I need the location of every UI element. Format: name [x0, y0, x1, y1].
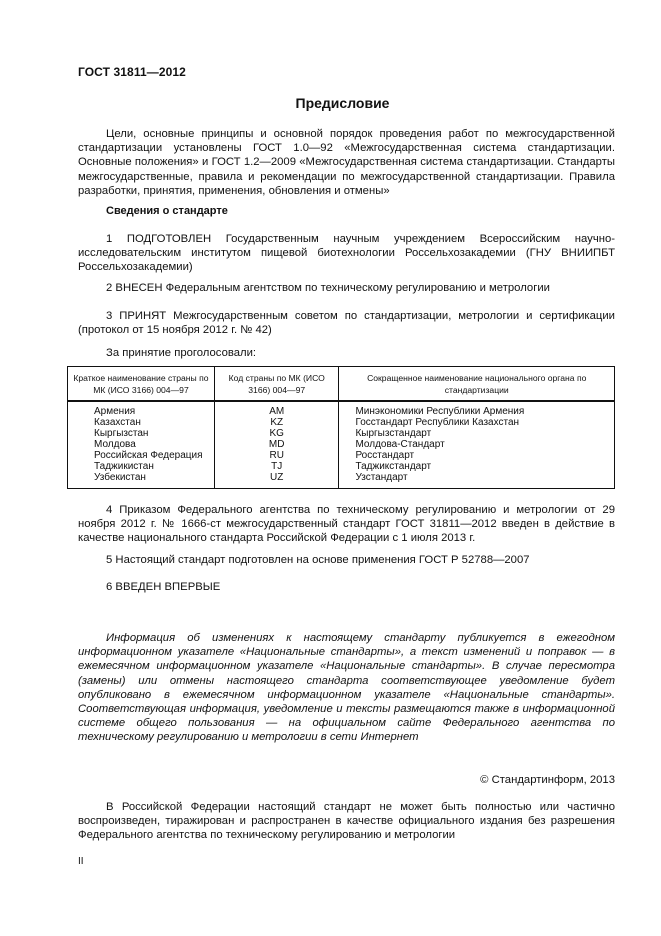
country-cell: Таджикистан — [68, 461, 215, 472]
document-id: ГОСТ 31811—2012 — [78, 65, 186, 79]
table-row — [68, 417, 615, 428]
copyright: © Стандартинформ, 2013 — [480, 774, 615, 786]
country-cell: Кыргызстан — [68, 428, 215, 439]
about-item-text: 4 Приказом Федерального агентства по техническому регулированию и метрологии от 29 ноября 2012 г. № 1666-ст межгосударственный стандарт ГОСТ 31811—2012 введен в действие в качестве национального стандарта Российской Федерации с 1 июля 2013 г. — [78, 504, 615, 545]
table-header-row — [68, 367, 615, 402]
country-cell: Армения — [68, 401, 215, 417]
about-item-2 — [78, 281, 615, 295]
country-cell: Казахстан — [68, 417, 215, 428]
page-title: Предисловие — [295, 95, 390, 111]
country-cell: Российская Федерация — [68, 450, 215, 461]
code-cell: UZ — [214, 472, 339, 489]
notice-paragraph — [78, 631, 615, 745]
about-item-3 — [78, 309, 615, 337]
code-cell: KZ — [214, 417, 339, 428]
body-cell: Госстандарт Республики Казахстан — [339, 417, 615, 428]
about-item-text: 3 ПРИНЯТ Межгосударственным советом по стандартизации, метрологии и сертификации (протокол от 15 ноября 2012 г. № 42) — [78, 310, 615, 337]
country-cell: Узбекистан — [68, 472, 215, 489]
table-row — [68, 401, 615, 417]
about-item-6 — [78, 580, 615, 594]
about-item-4 — [78, 503, 615, 546]
notice-text: Информация об изменениях к настоящему стандарту публикуется в ежегодном информационном указателе «Национальные стандарты», а текст изменений и поправок — в ежемесячном информационном указателе «Национальные стандарты». В случае пересмотра (замены) или отмены настоящего стандарта соответствующее уведомление будет опубликовано в ежемесячном информационном указателе «Национальные стандарты». Соответствующая информация, уведомление и тексты размещаются также в информационной системе общего пользования — на официальном сайте Федерального агентства по техническому регулированию и метрологии в сети Интернет — [78, 632, 615, 744]
table-row — [68, 439, 615, 450]
body-cell: Росстандарт — [339, 450, 615, 461]
code-cell: AM — [214, 401, 339, 417]
code-cell: RU — [214, 450, 339, 461]
about-item-text: 2 ВНЕСЕН Федеральным агентством по техническому регулированию и метрологии — [106, 282, 550, 294]
code-cell: MD — [214, 439, 339, 450]
section-heading — [78, 204, 615, 218]
about-item-text: 5 Настоящий стандарт подготовлен на основе применения ГОСТ Р 52788—2007 — [106, 554, 530, 566]
column-header-body: Сокращенное наименование национального органа по стандартизации — [339, 367, 615, 402]
body-cell: Кыргызстандарт — [339, 428, 615, 439]
table-row — [68, 461, 615, 472]
column-header-code: Код страны по МК (ИСО 3166) 004—97 — [214, 367, 339, 402]
table-row — [68, 472, 615, 489]
intro-paragraph — [78, 127, 615, 198]
code-cell: KG — [214, 428, 339, 439]
code-cell: TJ — [214, 461, 339, 472]
body-cell: Молдова-Стандарт — [339, 439, 615, 450]
page-number: II — [78, 856, 84, 867]
votes-label — [78, 346, 615, 360]
about-item-text: 1 ПОДГОТОВЛЕН Государственным научным учреждением Всероссийским научно-исследовательским институтом пищевой биотехнологии Россельхозакадемии (ГНУ ВНИИПБТ Россельхозакадемии) — [78, 233, 615, 274]
rights-paragraph — [78, 800, 615, 843]
body-cell: Узстандарт — [339, 472, 615, 489]
body-cell: Минэкономики Республики Армения — [339, 401, 615, 417]
country-cell: Молдова — [68, 439, 215, 450]
votes-label-text: За принятие проголосовали: — [106, 347, 257, 359]
column-header-country: Краткое наименование страны по МК (ИСО 3166) 004—97 — [68, 367, 215, 402]
body-cell: Таджикстандарт — [339, 461, 615, 472]
about-item-1 — [78, 232, 615, 275]
about-item-5 — [78, 553, 615, 567]
about-item-text: 6 ВВЕДЕН ВПЕРВЫЕ — [106, 581, 221, 593]
intro-text: Цели, основные принципы и основной порядок проведения работ по межгосударственной стандартизации установлены ГОСТ 1.0—92 «Межгосударственная система стандартизации. Основные положения» и ГОСТ 1.2—2009 «Межгосударственная система стандартизации. Стандарты межгосударственные, правила и рекомендации по межгосударственной стандартизации. Правила разработки, принятия, применения, обновления и отмены» — [78, 128, 615, 197]
table-row — [68, 428, 615, 439]
section-heading-text: Сведения о стандарте — [106, 205, 228, 217]
rights-text: В Российской Федерации настоящий стандарт не может быть полностью или частично воспроизведен, тиражирован и распространен в качестве официального издания без разрешения Федерального агентства по техническому регулированию и метрологии — [78, 801, 615, 842]
table-row — [68, 450, 615, 461]
votes-table — [67, 366, 615, 489]
